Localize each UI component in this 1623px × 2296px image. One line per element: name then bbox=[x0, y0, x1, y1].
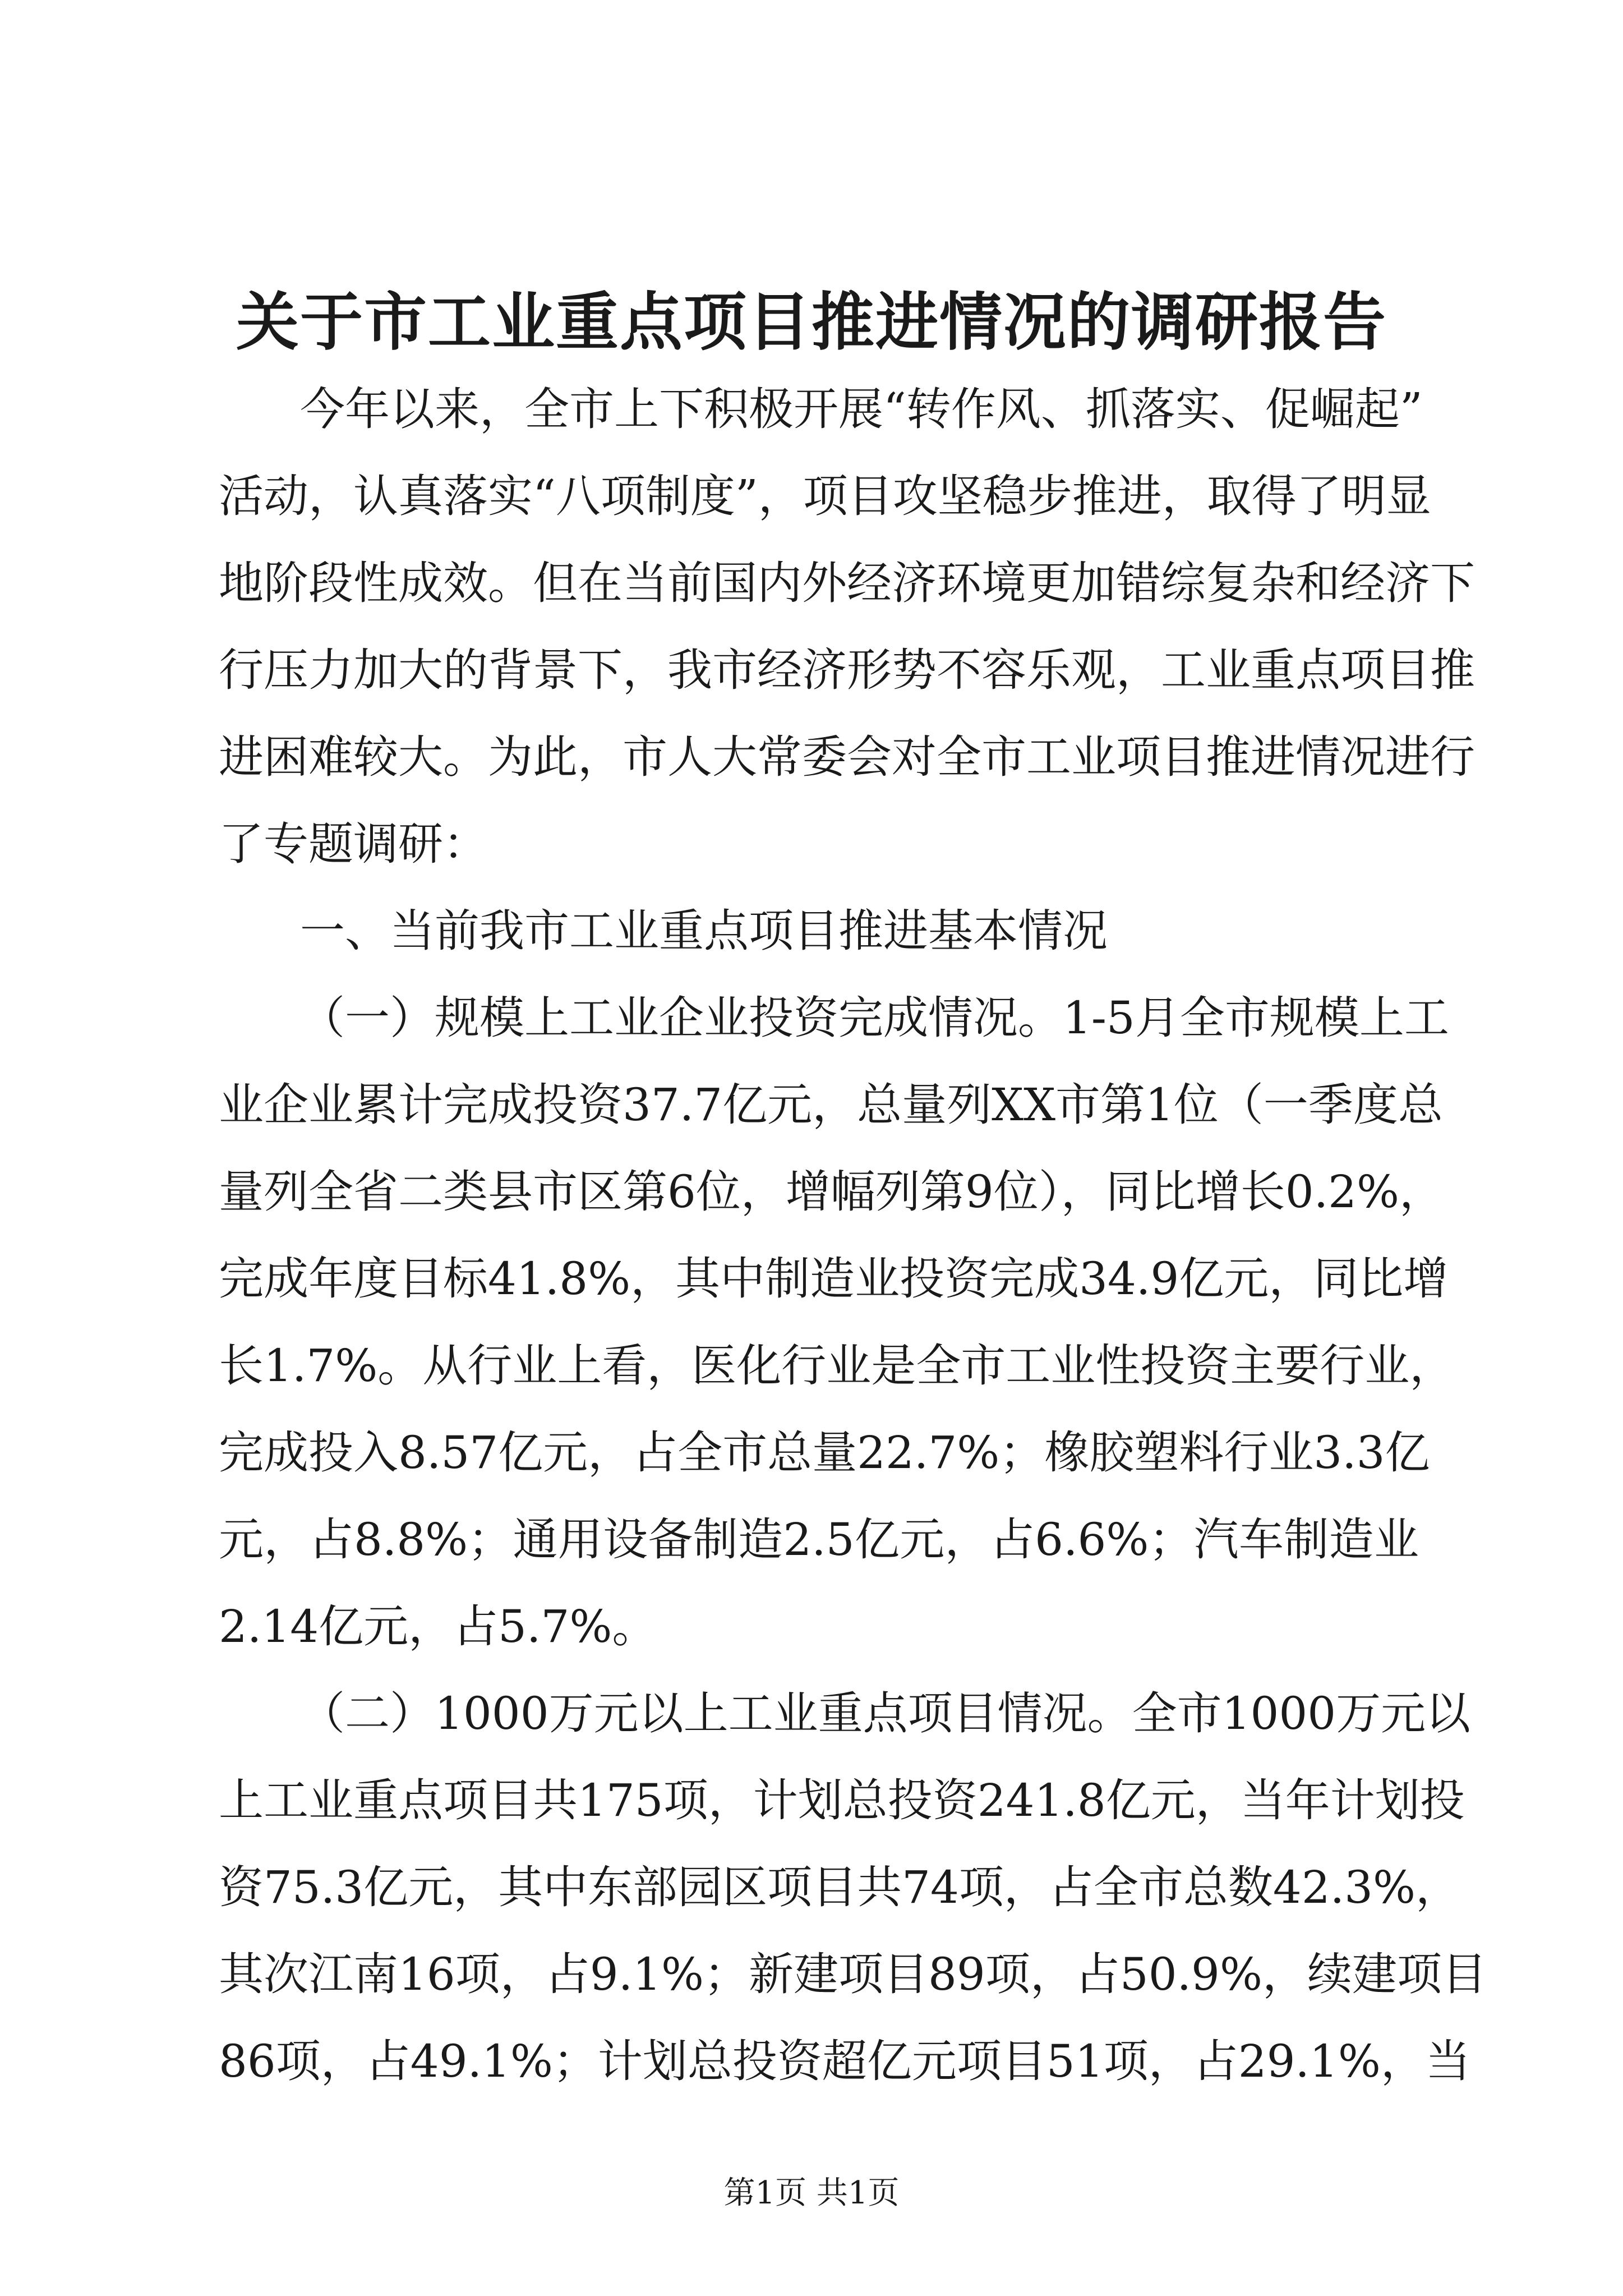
paragraph-line: 长1.7%。从行业上看，医化行业是全市工业性投资主要行业， bbox=[219, 1340, 1455, 1392]
page-footer: 第1页 共1页 bbox=[723, 2175, 900, 2211]
document-title: 关于市工业重点项目推进情况的调研报告 bbox=[236, 286, 1387, 359]
paragraph-line: 地阶段性成效。但在当前国内外经济环境更加错综复杂和经济下 bbox=[219, 557, 1475, 609]
paragraph-line: 今年以来，全市上下积极开展“转作风、抓落实、促崛起” bbox=[300, 383, 1423, 435]
paragraph-line: 进困难较大。为此，市人大常委会对全市工业项目推进情况进行 bbox=[219, 731, 1475, 783]
paragraph-line: 资75.3亿元，其中东部园区项目共74项，占全市总数42.3%， bbox=[219, 1861, 1461, 1913]
paragraph-line: 行压力加大的背景下，我市经济形势不容乐观，工业重点项目推 bbox=[219, 644, 1475, 696]
paragraph-line: （一）规模上工业企业投资完成情况。1-5月全市规模上工 bbox=[300, 992, 1449, 1044]
paragraph-line: 活动，认真落实“八项制度”，项目攻坚稳步推进，取得了明显 bbox=[219, 470, 1431, 522]
paragraph-line: 业企业累计完成投资37.7亿元，总量列XX市第1位（一季度总 bbox=[219, 1079, 1443, 1131]
paragraph-line: 其次江南16项，占9.1%；新建项目89项，占50.9%，续建项目 bbox=[219, 1948, 1487, 2000]
paragraph-line: 量列全省二类县市区第6位，增幅列第9位），同比增长0.2%， bbox=[219, 1166, 1445, 1218]
paragraph-line: 完成年度目标41.8%，其中制造业投资完成34.9亿元，同比增 bbox=[219, 1253, 1449, 1305]
section-heading: 一、当前我市工业重点项目推进基本情况 bbox=[300, 905, 1108, 957]
paragraph-line: 上工业重点项目共175项，计划总投资241.8亿元，当年计划投 bbox=[219, 1774, 1465, 1826]
paragraph-line: 了专题调研： bbox=[219, 818, 488, 870]
paragraph-line: 86项，占49.1%；计划总投资超亿元项目51项，占29.1%，当 bbox=[219, 2035, 1470, 2087]
paragraph-line: 完成投入8.57亿元，占全市总量22.7%；橡胶塑料行业3.3亿 bbox=[219, 1427, 1430, 1479]
paragraph-line: 2.14亿元，占5.7%。 bbox=[219, 1600, 657, 1653]
paragraph-line: 元，占8.8%；通用设备制造2.5亿元，占6.6%；汽车制造业 bbox=[219, 1513, 1419, 1566]
paragraph-line: （二）1000万元以上工业重点项目情况。全市1000万元以 bbox=[300, 1687, 1471, 1740]
